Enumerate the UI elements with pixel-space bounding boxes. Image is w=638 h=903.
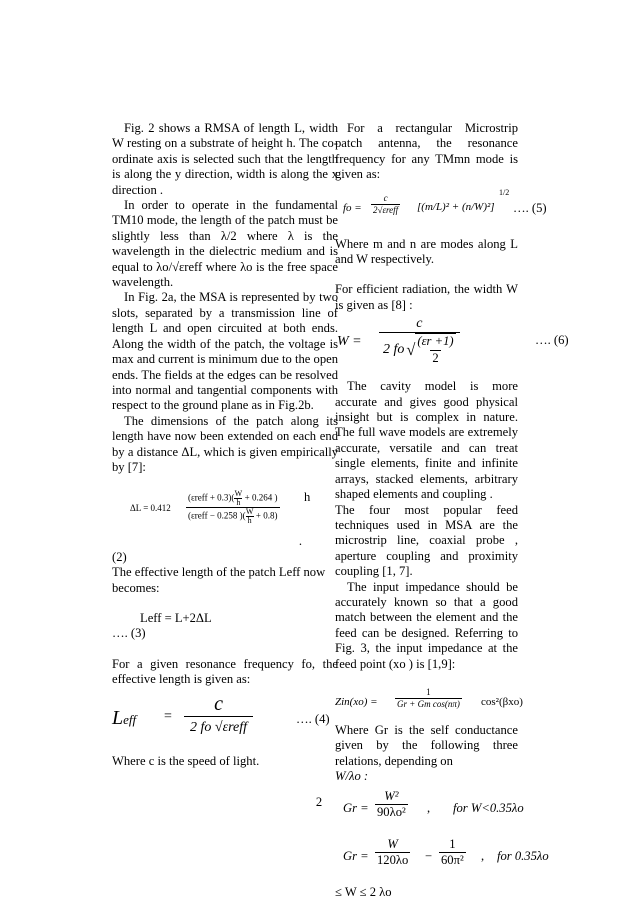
paragraph: The four most popular feed techniques used in MSA are the microstrip line, coaxial probe , aperture coupling and proximity coupling [1, 7]. (335, 502, 518, 579)
eq9-lhs: Gr = (343, 848, 369, 863)
eq9-fraction-1: $\frac{W}{120\lambda o}$ (377, 836, 409, 867)
eq4-equals: = (164, 708, 172, 724)
paragraph: The dimensions of the patch along its length have now been extended on each end by a distance ΔL, which is given empirically by [7]: (112, 413, 338, 474)
paragraph: Where c is the speed of light. (112, 753, 260, 768)
paragraph: W/λo : (335, 769, 369, 784)
paragraph: For efficient radiation, the width W is given as [8] : (335, 282, 518, 312)
paragraph: The input impedance should be accurately known so that a good match between the element and the feed can be designed. Referring to Fig. 3, the input impedance at the feed point (xo ) is [1,9]: (335, 579, 518, 671)
eq4-lhs: Leff (112, 706, 137, 729)
eq6-fraction (379, 315, 460, 366)
eq5-denominator: 2√εreff (373, 204, 399, 215)
eq7-fraction (395, 687, 462, 710)
eq2-fraction (186, 490, 280, 525)
paragraph: Fig. 2 shows a RMSA of length L, width W resting on a substrate of height h. The co-ordinate axis is selected such that the length is along the y direction, width is along the x direction . (112, 121, 338, 197)
eq2-number: (2) (112, 549, 127, 564)
paragraph: For a rectangular Microstrip patch antenna, the resonance frequency for any TMmn mode is given as: (335, 121, 518, 182)
equation-6 (335, 315, 569, 373)
right-column (335, 121, 569, 900)
eq9-comma: , (481, 848, 485, 863)
page-number: 2 (315, 795, 323, 809)
paragraph: In order to operate in the fundamental TM10 mode, the length of the patch must be slightly less than λ/2 where λ is the wavelength in the dielectric medium and is equal to λo/√εreff where λo is the free space wavelength. (112, 198, 338, 290)
paragraph: For a given resonance frequency fo, the effective length is given as: (112, 656, 338, 687)
equation-5 (335, 187, 547, 233)
eq5-numerator: c (383, 192, 388, 203)
equation-4 (112, 692, 338, 748)
eq6-lhs: W = (337, 334, 362, 350)
eq2-lhs: ΔL = 0.412 (130, 503, 171, 514)
eq5-lhs: fo = (343, 201, 362, 214)
equation-7 (335, 686, 523, 719)
left-column (112, 121, 338, 769)
eq5-fraction (371, 193, 400, 216)
eq3-number: …. (3) (112, 626, 146, 641)
paragraph: The effective length of the patch Leff now becomes: (112, 565, 326, 595)
eq5-number: …. (5) (513, 200, 547, 215)
eq2-h: h (304, 490, 311, 505)
eq6-number: …. (6) (535, 333, 569, 348)
eq2-denominator: (εreff − 0.258 )( $\frac{W}{h}$ + 0.8) (188, 507, 278, 526)
eq9-fraction-2: $\frac{1}{\text{60π²}}$ (441, 836, 464, 867)
eq6-denominator: 2 fo √ $\frac{(\varepsilon r +1)}{2}$ (379, 332, 460, 366)
paragraph: The cavity model is more accurate and gives good physical insight but is complex in nature. The full wave models are extremely accurate, versatile and can treat single elements, finite and infinite arrays, stacked elements, arbitrary shaped elements and coupling . (335, 379, 518, 502)
paragraph: Where m and n are modes along L and W respectively. (335, 236, 518, 267)
eq7-lhs: Zin(xo) = (335, 695, 378, 708)
eq9-condition: for 0.35λo (497, 848, 549, 863)
eq6-numerator: c (416, 316, 423, 332)
eq2-dot: . (298, 534, 302, 549)
equation-9 (335, 836, 549, 881)
eq4-numerator: c (214, 692, 223, 715)
eq8-condition: for W<0.35λo (453, 800, 524, 815)
eq9-minus: − (425, 848, 433, 863)
eq8-lhs: Gr = (343, 800, 369, 815)
eq7-denominator: Gr + Gm cos(nπ) (397, 698, 460, 709)
eq5-exponent: 1/2 (499, 187, 510, 197)
eq7-rhs: cos²(βxo) (481, 695, 523, 708)
paragraph: ≤ W ≤ 2 λo (335, 884, 392, 899)
paragraph: In Fig. 2a, the MSA is represented by two slots, separated by a transmission line of length L and open circuited at both ends. Along the width of the patch, the voltage is max and current is minimum due to the open ends. The fields at the edges can be resolved into normal and tangential components with respect to the ground plane as in Fig.2b. (112, 290, 338, 413)
eq8-comma: , (427, 800, 431, 815)
eq3-text: Leff = L+2ΔL (140, 610, 212, 625)
eq4-fraction (184, 692, 253, 736)
equation-2 (112, 490, 338, 530)
eq2-numerator: (εreff + 0.3)( $\frac{W}{h}$ + 0.264 ) (188, 489, 278, 508)
eq5-bracket: [(m/L)² + (n/W)²] (417, 200, 495, 213)
eq4-number: …. (4) (296, 711, 330, 726)
eq4-denominator: 2 fo √εreff (184, 716, 253, 736)
paragraph: Where Gr is the self conductance given by the following three relations, depending on (335, 722, 518, 768)
eq7-numerator: 1 (426, 686, 431, 697)
eq8-fraction: $\frac{\text{W²}}{\text{90λo²}}$ (377, 788, 406, 819)
